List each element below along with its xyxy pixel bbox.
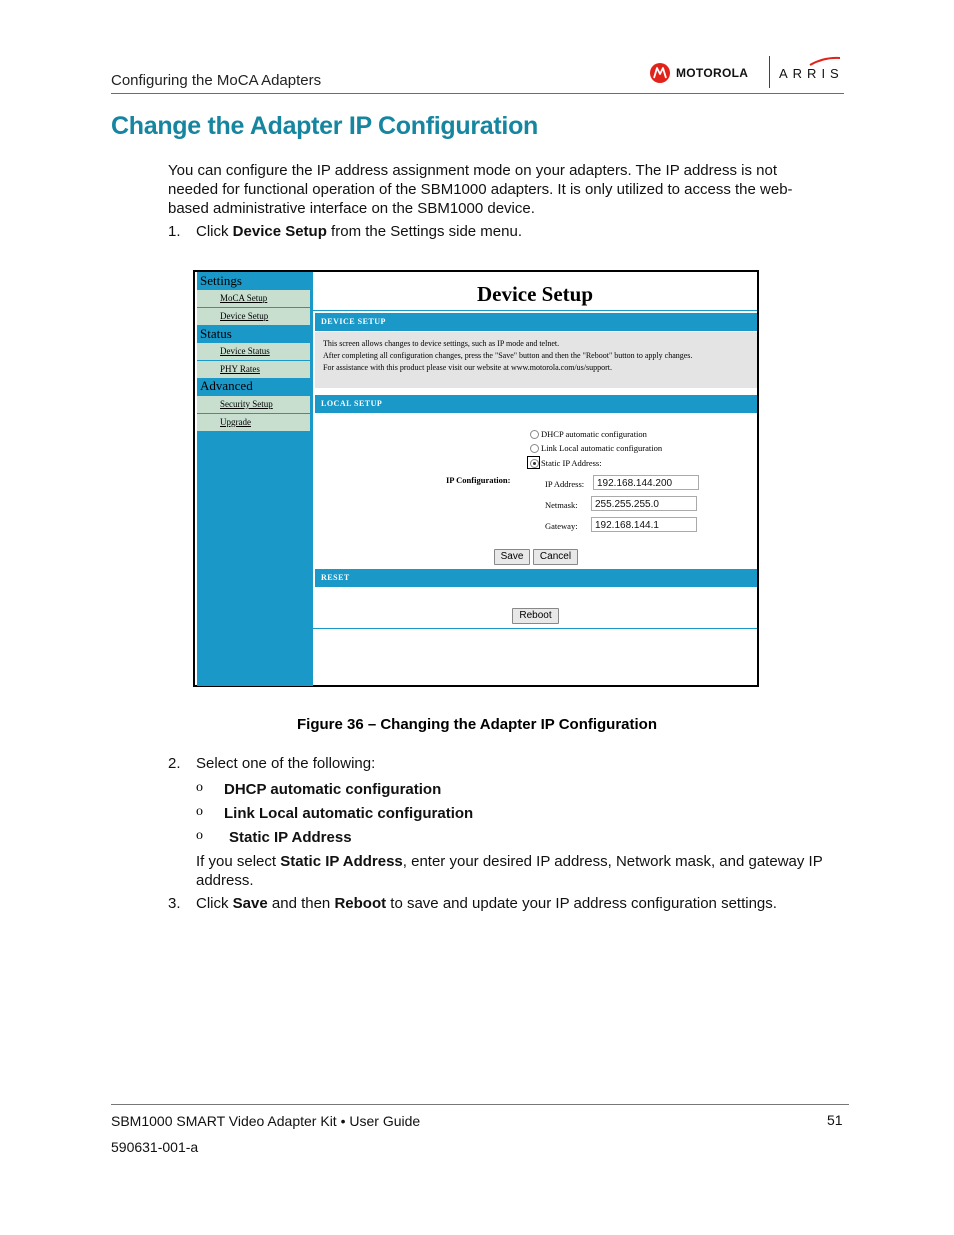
bullet-marker: o: [196, 804, 203, 819]
info-line-1: This screen allows changes to device settings, such as IP mode and telnet.: [323, 339, 560, 348]
footer-rule: [111, 1104, 849, 1105]
side-heading-status: Status: [197, 326, 313, 342]
header-rule: [111, 93, 844, 94]
save-button[interactable]: Save: [494, 549, 530, 565]
info-line-2: After completing all configuration changes, press the "Save" button and then the "Reboot" button to apply changes.: [323, 351, 693, 360]
footer-title: SBM1000 SMART Video Adapter Kit • User Guide: [111, 1113, 421, 1129]
static-ip-note: If you select Static IP Address, enter your desired IP address, Network mask, and gateway IP address.: [196, 853, 823, 889]
intro-paragraph: You can configure the IP address assignment mode on your adapters. The IP address is not needed for functional operation of the SBM1000 adapters. It is only utilized to access the web-based administrative interface on the SBM1000 device.: [168, 162, 793, 217]
step-3-text: Click Save and then Reboot to save and update your IP address configuration settings.: [196, 895, 777, 912]
device-setup-bar: DEVICE SETUP: [315, 313, 757, 331]
side-link-upgrade[interactable]: Upgrade: [197, 414, 310, 431]
side-link-phy-rates[interactable]: PHY Rates: [197, 361, 310, 378]
radio-static-ip[interactable]: [530, 459, 539, 468]
motorola-logo-text: MOTOROLA: [676, 66, 749, 80]
radio-dhcp[interactable]: [530, 430, 539, 439]
step-1-text: Click Device Setup from the Settings side menu.: [196, 223, 522, 240]
info-line-3: For assistance with this product please visit our website at www.motorola.com/us/support.: [323, 363, 612, 372]
step-3-number: 3.: [168, 895, 181, 912]
running-header: Configuring the MoCA Adapters: [111, 72, 322, 89]
reboot-button[interactable]: Reboot: [512, 608, 559, 624]
gateway-field[interactable]: 192.168.144.1: [591, 517, 697, 532]
side-link-moca-setup[interactable]: MoCA Setup: [197, 290, 310, 307]
local-setup-bar: LOCAL SETUP: [315, 395, 757, 413]
side-link-device-status[interactable]: Device Status: [197, 343, 310, 360]
side-heading-settings: Settings: [197, 273, 313, 289]
side-link-security-setup[interactable]: Security Setup: [197, 396, 310, 413]
label-link-local: Link Local automatic configuration: [541, 443, 663, 453]
step-2-text: Select one of the following:: [196, 755, 376, 772]
settings-side-menu: [197, 272, 313, 686]
radio-link-local[interactable]: [530, 444, 539, 453]
cancel-button[interactable]: Cancel: [533, 549, 578, 565]
device-setup-title: Device Setup: [476, 282, 594, 306]
netmask-field[interactable]: 255.255.255.0: [591, 496, 697, 511]
label-static-ip: Static IP Address:: [541, 458, 602, 468]
reset-bar: RESET: [315, 569, 757, 587]
label-dhcp: DHCP automatic configuration: [541, 429, 647, 439]
step-2-number: 2.: [168, 755, 181, 772]
title-rule: [313, 310, 757, 311]
figure-caption: Figure 36 – Changing the Adapter IP Configuration: [296, 716, 658, 733]
bullet-marker: o: [196, 780, 203, 795]
option-dhcp: DHCP automatic configuration: [224, 781, 442, 798]
section-title: Change the Adapter IP Configuration: [111, 112, 539, 140]
option-static-ip: Static IP Address: [229, 829, 352, 846]
arris-logo-text: ARRIS: [779, 66, 844, 81]
step-1-number: 1.: [168, 223, 181, 240]
page-number: 51: [827, 1112, 843, 1128]
document-number: 590631-001-a: [111, 1139, 199, 1155]
side-heading-advanced: Advanced: [197, 378, 313, 394]
device-setup-content: [313, 272, 757, 685]
option-link-local: Link Local automatic configuration: [224, 805, 474, 822]
device-setup-screenshot: [193, 270, 759, 687]
ip-address-label: IP Address:: [545, 479, 585, 489]
arris-swoosh-icon: [808, 56, 842, 66]
ip-address-field[interactable]: 192.168.144.200: [593, 475, 699, 490]
reset-rule: [313, 628, 757, 629]
ip-configuration-label: IP Configuration:: [446, 475, 511, 485]
motorola-logo-icon: [650, 63, 670, 83]
info-box: [315, 332, 757, 388]
gateway-label: Gateway:: [545, 521, 578, 531]
logo-divider: [769, 56, 770, 88]
netmask-label: Netmask:: [545, 500, 578, 510]
bullet-marker: o: [196, 828, 203, 843]
side-link-device-setup[interactable]: Device Setup: [197, 308, 310, 325]
